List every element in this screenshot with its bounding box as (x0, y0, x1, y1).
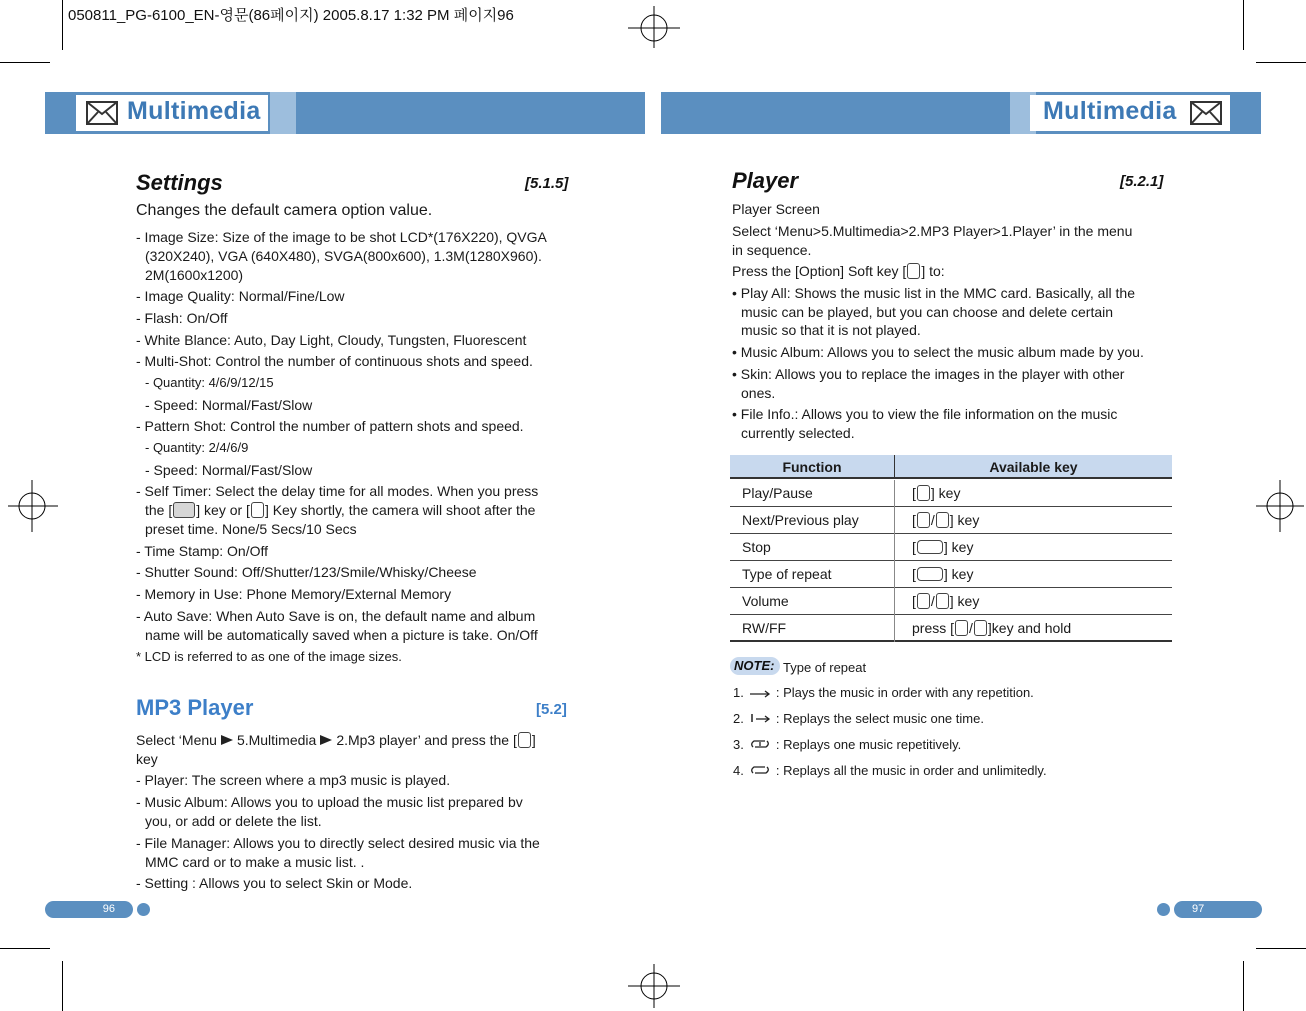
table-row (730, 561, 1172, 588)
mp3-select-line (136, 731, 536, 749)
text: press [ (912, 620, 955, 636)
text: ]key and hold (987, 620, 1072, 636)
settings-line: - Memory in Use: Phone Memory/External Memory (136, 586, 452, 602)
settings-intro: Changes the default camera option value. (136, 202, 433, 219)
page-dot (1157, 903, 1170, 916)
text: the [ (145, 502, 173, 518)
settings-line: name will be automatically saved when a picture is take. On/Off (145, 627, 538, 643)
player-line: • File Info.: Allows you to view the file information on the music (732, 406, 1118, 422)
player-title: Player (732, 168, 799, 193)
mp3-player-title: MP3 Player (136, 695, 254, 720)
stop-key-icon (917, 540, 943, 554)
table-row (730, 480, 1172, 507)
previous-key-icon (936, 512, 949, 528)
text: Press the [Option] Soft key [ (732, 263, 907, 279)
table-cell-key: [ / ] key (912, 512, 980, 528)
settings-line: - Pattern Shot: Control the number of pattern shots and speed. (136, 418, 524, 434)
ok-key-icon (251, 502, 264, 518)
previous-key-icon (974, 620, 987, 636)
repeat-item (733, 736, 961, 754)
table-row (730, 507, 1172, 534)
settings-line: - Quantity: 2/4/6/9 (145, 440, 249, 455)
settings-line: - White Blance: Auto, Day Light, Cloudy, Tungsten, Fluorescent (136, 332, 527, 348)
page-dot (137, 903, 150, 916)
settings-line: - Image Quality: Normal/Fine/Low (136, 288, 345, 304)
text: ] to: (921, 263, 945, 279)
table-divider (894, 561, 895, 588)
player-line: • Skin: Allows you to replace the images in the player with other (732, 366, 1125, 382)
table-divider (894, 615, 895, 642)
text: ] key (943, 539, 974, 555)
crop-mark (1256, 948, 1306, 949)
mp3-line: - Music Album: Allows you to upload the music list prepared bv (136, 794, 523, 810)
settings-line: - Image Size: Size of the image to be shot LCD*(176X220), QVGA (136, 229, 547, 245)
key-table-header (730, 455, 1172, 479)
mp3-line: you, or add or delete the list. (145, 813, 322, 829)
settings-line: - Auto Save: When Auto Save is on, the default name and album (136, 608, 536, 624)
press-option-line (732, 262, 945, 280)
repeat-number: 1. (733, 685, 744, 700)
settings-line: 2M(1600x1200) (145, 267, 244, 283)
settings-line: - Speed: Normal/Fast/Slow (145, 397, 313, 413)
registration-mark-left (8, 480, 58, 532)
left-header-title: Multimedia (127, 97, 261, 125)
table-cell-function: Next/Previous play (742, 512, 859, 528)
repeat-all-icon (747, 764, 773, 776)
repeat-order-icon (747, 686, 773, 698)
crop-mark (0, 948, 50, 949)
table-divider (894, 588, 895, 615)
text: Select ‘Menu (136, 732, 217, 748)
text: ] key (949, 512, 980, 528)
table-cell-key: [ ] key (912, 539, 974, 555)
settings-line: - Flash: On/Off (136, 310, 228, 326)
mp3-line: MMC card or to make a music list. . (145, 854, 365, 870)
text: ] (531, 732, 536, 748)
table-cell-function: Play/Pause (742, 485, 813, 501)
table-row (730, 588, 1172, 615)
mp3-line: - Setting : Allows you to select Skin or Mode. (136, 875, 413, 891)
mp3-line: key (136, 751, 158, 767)
text: 2.Mp3 player’ and press the [ (336, 732, 517, 748)
soft-key-icon (907, 263, 920, 279)
player-line: • Music Album: Allows you to select the music album made by you. (732, 344, 1144, 360)
table-header-function: Function (782, 459, 842, 475)
repeat-text: : Replays one music repetitively. (775, 737, 962, 752)
crop-mark (1243, 961, 1244, 1011)
table-row (730, 534, 1172, 561)
next-key-icon (917, 512, 930, 528)
mp3-line: - File Manager: Allows you to directly select desired music via the (136, 835, 540, 851)
settings-line: - Shutter Sound: Off/Shutter/123/Smile/Whisky/Cheese (136, 564, 477, 580)
mp3-section-number: [5.2] (536, 701, 567, 718)
note-text: Type of repeat (783, 660, 867, 675)
arrow-right-icon (320, 735, 332, 745)
page-number-left: 96 (45, 901, 133, 918)
text: ] key (949, 593, 980, 609)
settings-line: - Speed: Normal/Fast/Slow (145, 462, 313, 478)
settings-line: - Multi-Shot: Control the number of continuous shots and speed. (136, 353, 533, 369)
repeat-text: : Replays the select music one time. (775, 711, 984, 726)
crop-mark (62, 0, 63, 50)
registration-mark-bottom (628, 964, 680, 1008)
player-line: music so that it is not played. (741, 322, 921, 338)
settings-line: - Self Timer: Select the delay time for all modes. When you press (136, 483, 539, 499)
player-line: Select ‘Menu>5.Multimedia>2.MP3 Player>1.Player’ in the menu (732, 223, 1133, 239)
text: ] key (930, 485, 961, 501)
repeat-item (733, 684, 1034, 702)
right-header-title: Multimedia (1043, 97, 1177, 125)
arrow-right-icon (221, 735, 233, 745)
table-cell-key: [ / ] key (912, 593, 980, 609)
settings-line: - Time Stamp: On/Off (136, 543, 269, 559)
table-cell-function: RW/FF (742, 620, 787, 636)
mp3-line: - Player: The screen where a mp3 music is played. (136, 772, 451, 788)
repeat-item (733, 762, 1047, 780)
table-divider (894, 507, 895, 534)
player-line: in sequence. (732, 242, 812, 258)
camera-key-icon (173, 502, 195, 518)
player-line: music can be played, but you can choose and delete certain (741, 304, 1114, 320)
table-cell-function: Stop (742, 539, 771, 555)
repeat-text: : Plays the music in order with any repetition. (775, 685, 1034, 700)
registration-mark-top (628, 6, 680, 48)
settings-section-number: [5.1.5] (525, 175, 569, 192)
table-cell-function: Type of repeat (742, 566, 832, 582)
next-key-icon (955, 620, 968, 636)
repeat-key-icon (917, 567, 943, 581)
repeat-one-time-icon (747, 712, 773, 724)
print-header: 050811_PG-6100_EN-영문(86페이지) 2005.8.17 1:32 PM 페이지96 (68, 7, 514, 24)
ok-key-icon (518, 732, 531, 748)
player-line: ones. (741, 385, 776, 401)
player-section-number: [5.2.1] (1120, 173, 1164, 190)
registration-mark-right (1256, 480, 1304, 532)
crop-mark (0, 62, 50, 63)
self-timer-keys-line (145, 501, 535, 519)
settings-title: Settings (136, 170, 223, 195)
settings-line: preset time. None/5 Secs/10 Secs (145, 521, 357, 537)
table-divider (894, 480, 895, 507)
text: 5.Multimedia (236, 732, 317, 748)
repeat-number: 2. (733, 711, 744, 726)
envelope-icon (1190, 101, 1222, 125)
text: ] key or [ (196, 502, 250, 518)
repeat-number: 4. (733, 763, 744, 778)
table-header-available-key: Available key (989, 459, 1078, 475)
player-line: currently selected. (741, 425, 855, 441)
table-cell-key: [ ] key (912, 485, 961, 501)
text: ] key (943, 566, 974, 582)
table-cell-key: press [ / ]key and hold (912, 620, 1072, 636)
player-line: Player Screen (732, 201, 820, 217)
repeat-item (733, 710, 984, 728)
note-label: NOTE: (734, 658, 775, 673)
envelope-icon (86, 101, 118, 125)
settings-footnote: * LCD is referred to as one of the image sizes. (136, 649, 402, 664)
crop-mark (1256, 62, 1306, 63)
table-row (730, 615, 1172, 642)
table-cell-key: [ ] key (912, 566, 974, 582)
crop-mark (1243, 0, 1244, 50)
repeat-one-icon (747, 738, 773, 750)
crop-mark (62, 961, 63, 1011)
volume-up-key-icon (917, 593, 930, 609)
repeat-number: 3. (733, 737, 744, 752)
settings-line: - Quantity: 4/6/9/12/15 (145, 375, 274, 390)
volume-down-key-icon (936, 593, 949, 609)
text: ] Key shortly, the camera will shoot after the (264, 502, 536, 518)
play-key-icon (917, 485, 930, 501)
repeat-text: : Replays all the music in order and unlimitedly. (775, 763, 1047, 778)
left-header-accent (270, 92, 296, 134)
page-number-right: 97 (1174, 901, 1262, 918)
settings-line: (320X240), VGA (640X480), SVGA(800x600), 1.3M(1280X960). (145, 248, 542, 264)
table-cell-function: Volume (742, 593, 789, 609)
player-line: • Play All: Shows the music list in the MMC card. Basically, all the (732, 285, 1136, 301)
table-divider (894, 534, 895, 561)
